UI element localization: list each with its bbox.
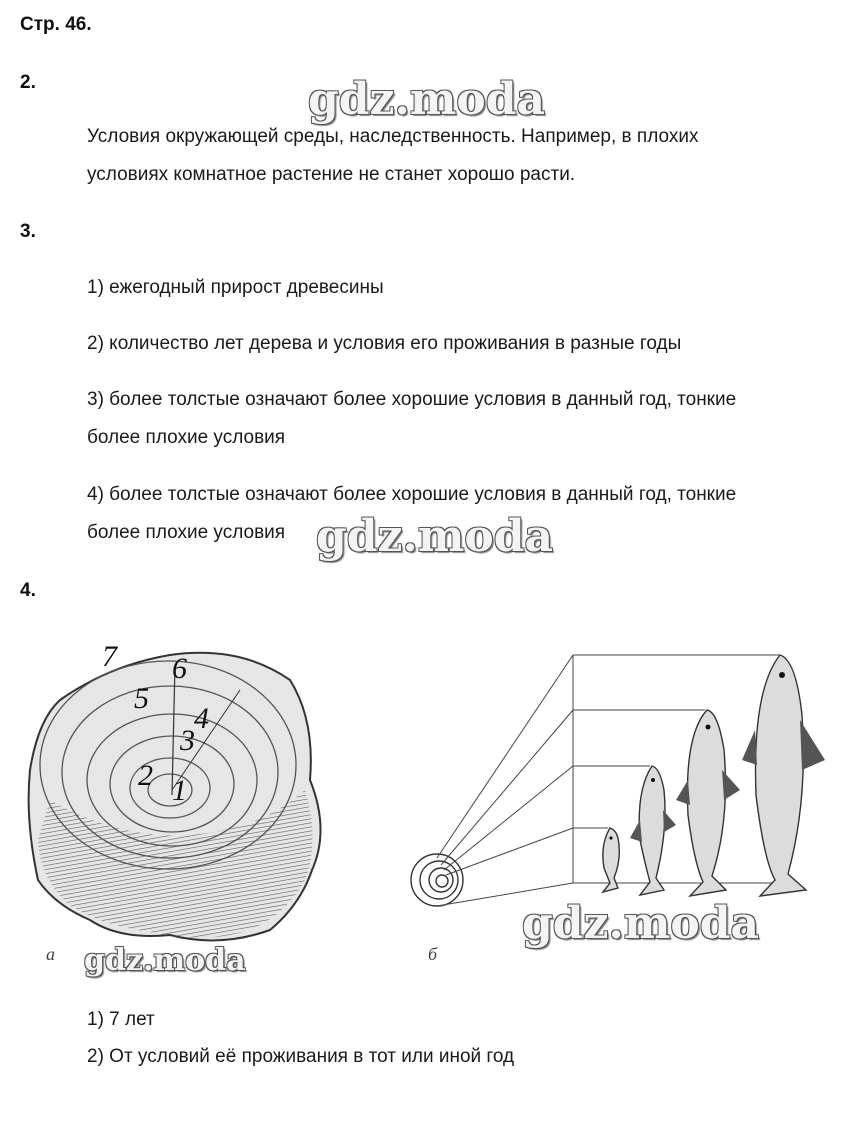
- task-3-answer-3-line-2: более плохие условия: [87, 427, 286, 448]
- figure-b-caption: б: [428, 944, 438, 964]
- task-3-answer-4-line-1: 4) более толстые означают более хорошие условия в данный год, тонкие: [87, 484, 737, 505]
- task-2-line-1: Условия окружающей среды, наследственность. Например, в плохих: [87, 126, 699, 147]
- watermark-figure-a: gdz.moda: [84, 943, 246, 978]
- figure-a-caption: а: [46, 944, 55, 964]
- task-3-answer-1: 1) ежегодный прирост древесины: [87, 277, 384, 298]
- fish-silhouettes: [603, 655, 806, 896]
- ring-label-2: 2: [138, 759, 153, 792]
- ring-label-7: 7: [102, 640, 117, 673]
- task-3-answer-2: 2) количество лет дерева и условия его проживания в разные годы: [87, 333, 682, 354]
- task-3-number: 3.: [20, 221, 36, 242]
- task-4-number: 4.: [20, 580, 36, 601]
- fish-eye-3: [706, 725, 711, 730]
- task-3-answer-4-line-2: более плохие условия: [87, 522, 286, 543]
- task-2-number: 2.: [20, 72, 36, 93]
- page-title: Стр. 46.: [20, 14, 92, 35]
- fish-eye-4: [779, 672, 785, 678]
- ring-label-1: 1: [172, 774, 187, 807]
- task-4-answer-1: 1) 7 лет: [87, 1009, 155, 1030]
- ring-label-6: 6: [172, 652, 187, 685]
- watermark-top: gdz.moda: [308, 74, 546, 125]
- task-3-answer-3-line-1: 3) более толстые означают более хорошие условия в данный год, тонкие: [87, 389, 737, 410]
- fish-age-3: [687, 710, 726, 896]
- ring-label-5: 5: [134, 682, 149, 715]
- fish-eye-2: [651, 778, 655, 782]
- watermark-figure-b: gdz.moda: [522, 898, 760, 949]
- fish-eye-1: [609, 836, 612, 839]
- fish-age-2: [639, 766, 665, 895]
- ring-label-3: 3: [180, 724, 195, 757]
- scale-rings: [411, 854, 463, 906]
- task-2-line-2: условиях комнатное растение не станет хорошо расти.: [87, 164, 576, 185]
- fish-age-4: [756, 655, 807, 896]
- ring-label-4: 4: [194, 702, 209, 735]
- task-4-answer-2: 2) От условий её проживания в тот или иной год: [87, 1046, 515, 1067]
- watermark-middle: gdz.moda: [316, 511, 554, 562]
